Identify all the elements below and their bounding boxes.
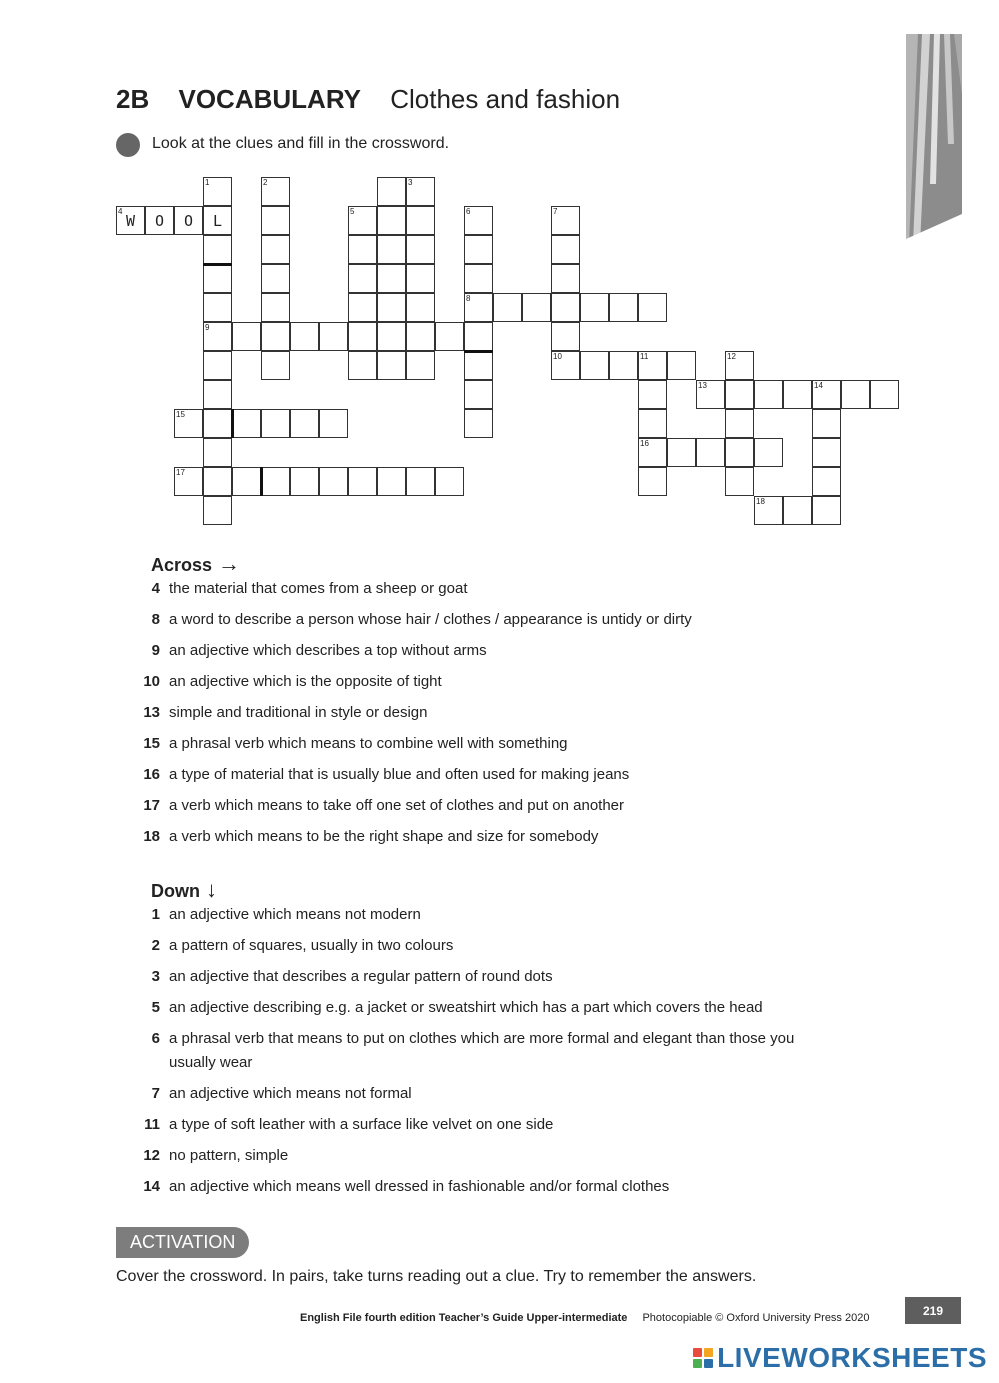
across-clue-item <box>116 608 836 632</box>
crossword-cell[interactable] <box>725 467 754 496</box>
across-clue-item <box>116 825 836 849</box>
liveworksheets-logo-icon <box>693 1348 713 1368</box>
crossword-cell[interactable] <box>812 467 841 496</box>
clue-text: the material that comes from a sheep or goat <box>169 580 468 597</box>
crossword-cell[interactable] <box>812 380 841 409</box>
crossword-cell[interactable] <box>348 467 377 496</box>
clue-number: 3 <box>151 968 160 985</box>
crossword-cell[interactable] <box>580 351 609 380</box>
crossword-cell[interactable] <box>609 293 638 322</box>
cell-letter: W <box>125 211 136 230</box>
crossword-cell[interactable] <box>406 206 435 235</box>
down-clue-item <box>116 1082 836 1106</box>
clue-number: 5 <box>151 999 160 1016</box>
clue-text: an adjective that describes a regular pattern of round dots <box>169 968 553 985</box>
crossword-cell[interactable] <box>377 177 406 206</box>
crossword-cell[interactable] <box>725 380 754 409</box>
clue-number: 8 <box>151 611 160 628</box>
crossword-cell[interactable] <box>551 235 580 264</box>
crossword-cell[interactable] <box>348 264 377 293</box>
down-clue-item <box>116 1175 836 1199</box>
across-clue-item <box>116 794 836 818</box>
crossword-cell[interactable] <box>493 293 522 322</box>
crossword-cell[interactable] <box>406 177 435 206</box>
section-name: VOCABULARY <box>178 84 361 114</box>
crossword-cell[interactable] <box>203 351 232 380</box>
crossword-cell[interactable] <box>725 351 754 380</box>
unit-code: 2B <box>116 84 150 114</box>
crossword-cell[interactable] <box>203 322 232 351</box>
crossword-cell[interactable] <box>551 293 580 322</box>
crossword-cell[interactable] <box>638 293 667 322</box>
crossword-cell[interactable] <box>261 467 290 496</box>
topic-name: Clothes and fashion <box>390 84 621 114</box>
clue-number-label: 8 <box>466 294 471 303</box>
crossword-cell[interactable] <box>377 264 406 293</box>
clue-number: 9 <box>151 642 160 659</box>
crossword-cell[interactable] <box>435 467 464 496</box>
down-heading <box>151 877 217 903</box>
crossword-cell[interactable] <box>551 264 580 293</box>
clue-number: 4 <box>151 580 160 597</box>
clue-number: 14 <box>143 1178 160 1195</box>
crossword-cell[interactable] <box>261 206 290 235</box>
across-clue-item <box>116 701 836 725</box>
clue-text: a phrasal verb which means to combine well with something <box>169 735 568 752</box>
down-clue-item <box>116 1113 836 1137</box>
clue-number-label: 3 <box>408 178 413 187</box>
crossword-cell[interactable] <box>203 380 232 409</box>
clue-number-label: 9 <box>205 323 210 332</box>
crossword-cell[interactable] <box>464 380 493 409</box>
crossword-cell[interactable] <box>696 438 725 467</box>
clue-text: a type of soft leather with a surface like velvet on one side <box>169 1116 554 1133</box>
crossword-cell[interactable] <box>551 206 580 235</box>
clue-text: a type of material that is usually blue and often used for making jeans <box>169 766 630 783</box>
crossword-cell[interactable] <box>406 467 435 496</box>
clue-number: 18 <box>143 828 160 845</box>
crossword-cell[interactable] <box>377 206 406 235</box>
down-clue-item <box>116 1027 836 1075</box>
liveworksheets-brand <box>693 1342 987 1374</box>
clue-text: no pattern, simple <box>169 1147 289 1164</box>
across-clue-item <box>116 732 836 756</box>
page-title <box>116 84 620 115</box>
instruction-bullet <box>116 133 140 157</box>
crossword-cell[interactable] <box>725 438 754 467</box>
crossword-cell[interactable] <box>464 293 493 322</box>
crossword-cell[interactable] <box>638 351 667 380</box>
clue-text: an adjective which means well dressed in fashionable and/or formal clothes <box>169 1178 670 1195</box>
crossword-cell[interactable] <box>319 409 348 438</box>
crossword-cell[interactable] <box>261 235 290 264</box>
crossword-cell[interactable] <box>174 409 203 438</box>
clue-number-label: 16 <box>640 439 649 448</box>
crossword-cell[interactable] <box>377 467 406 496</box>
clue-number: 7 <box>151 1085 160 1102</box>
crossword-cell[interactable] <box>203 264 232 293</box>
clue-number: 6 <box>151 1030 160 1047</box>
crossword-cell[interactable] <box>406 235 435 264</box>
decorative-sunburst <box>906 34 964 251</box>
across-heading <box>151 551 240 577</box>
crossword-cell[interactable] <box>638 438 667 467</box>
crossword-cell[interactable] <box>232 322 261 351</box>
crossword-cell[interactable] <box>725 409 754 438</box>
arrow-right-icon: → <box>218 551 241 576</box>
clue-number-label: 4 <box>118 207 123 216</box>
crossword-cell[interactable] <box>174 467 203 496</box>
crossword-cell[interactable] <box>464 235 493 264</box>
crossword-cell[interactable] <box>464 409 493 438</box>
crossword-cell[interactable] <box>464 264 493 293</box>
clue-number-label: 6 <box>466 207 471 216</box>
crossword-cell[interactable] <box>406 264 435 293</box>
crossword-cell[interactable] <box>812 496 841 525</box>
crossword-cell[interactable] <box>203 293 232 322</box>
down-heading-label: Down <box>151 881 200 901</box>
crossword-cell[interactable] <box>232 409 261 438</box>
crossword-cell[interactable] <box>464 351 493 380</box>
crossword-cell[interactable] <box>638 409 667 438</box>
clue-text: a verb which means to be the right shape and size for somebody <box>169 828 599 845</box>
crossword-cell[interactable] <box>174 206 203 235</box>
page-number: 219 <box>905 1297 961 1324</box>
crossword-cell[interactable] <box>348 235 377 264</box>
crossword-cell[interactable] <box>870 380 899 409</box>
down-clue-item <box>116 996 836 1020</box>
arrow-down-icon: ↓ <box>206 877 217 902</box>
crossword-cell[interactable] <box>551 351 580 380</box>
crossword-cell[interactable] <box>203 235 232 264</box>
crossword-cell[interactable] <box>377 235 406 264</box>
clue-text: simple and traditional in style or design <box>169 704 428 721</box>
clue-text: an adjective which is the opposite of tight <box>169 673 442 690</box>
down-clue-item <box>116 1144 836 1168</box>
crossword-cell[interactable] <box>522 293 551 322</box>
crossword-cell[interactable] <box>348 206 377 235</box>
crossword-cell[interactable] <box>754 380 783 409</box>
clue-number-label: 5 <box>350 207 355 216</box>
crossword-cell[interactable] <box>667 351 696 380</box>
clue-text: a verb which means to take off one set of clothes and put on another <box>169 797 625 814</box>
clue-number: 12 <box>143 1147 160 1164</box>
crossword-cell[interactable] <box>551 322 580 351</box>
crossword-cell[interactable] <box>203 177 232 206</box>
crossword-cell[interactable] <box>290 467 319 496</box>
crossword-cell[interactable] <box>754 438 783 467</box>
crossword-cell[interactable] <box>638 467 667 496</box>
crossword-cell[interactable] <box>812 409 841 438</box>
crossword-cell[interactable] <box>232 467 261 496</box>
crossword-cell[interactable] <box>145 206 174 235</box>
crossword-cell[interactable] <box>638 380 667 409</box>
crossword-cell[interactable] <box>377 351 406 380</box>
crossword-cell[interactable] <box>667 438 696 467</box>
crossword-cell[interactable] <box>783 496 812 525</box>
activation-badge: ACTIVATION <box>116 1227 249 1258</box>
across-clue-item <box>116 639 836 663</box>
clue-number-label: 13 <box>698 381 707 390</box>
clue-number: 10 <box>143 673 160 690</box>
clue-text: a phrasal verb that means to put on clothes which are more formal and elegant than those you usually wear <box>169 1030 795 1071</box>
down-clue-item <box>116 903 836 927</box>
crossword-cell[interactable] <box>406 293 435 322</box>
crossword-cell[interactable] <box>696 380 725 409</box>
crossword-cell[interactable] <box>290 322 319 351</box>
crossword-cell[interactable] <box>609 351 638 380</box>
clue-text: a word to describe a person whose hair / clothes / appearance is untidy or dirty <box>169 611 692 628</box>
crossword-cell[interactable] <box>203 438 232 467</box>
down-clue-item <box>116 965 836 989</box>
crossword-cell[interactable] <box>841 380 870 409</box>
crossword-cell[interactable] <box>261 177 290 206</box>
crossword-cell[interactable] <box>377 322 406 351</box>
clue-number: 11 <box>144 1116 160 1133</box>
crossword-cell[interactable] <box>348 322 377 351</box>
clue-number: 13 <box>143 704 160 721</box>
clue-number: 16 <box>143 766 160 783</box>
crossword-cell[interactable] <box>261 351 290 380</box>
crossword-cell[interactable] <box>203 496 232 525</box>
across-clue-item <box>116 670 836 694</box>
clue-number-label: 2 <box>263 178 268 187</box>
clue-text: a pattern of squares, usually in two colours <box>169 937 454 954</box>
activation-text: Cover the crossword. In pairs, take turns reading out a clue. Try to remember the answers. <box>116 1268 757 1285</box>
cell-letter: L <box>212 211 223 230</box>
footer-copyright: Photocopiable © Oxford University Press 2020 <box>642 1312 870 1324</box>
crossword-cell[interactable] <box>261 322 290 351</box>
crossword-cell[interactable] <box>203 467 232 496</box>
clue-text: an adjective which means not formal <box>169 1085 412 1102</box>
crossword-cell[interactable] <box>261 293 290 322</box>
crossword-cell[interactable] <box>580 293 609 322</box>
clue-number: 15 <box>143 735 160 752</box>
clue-number-label: 12 <box>727 352 736 361</box>
clue-number-label: 10 <box>553 352 562 361</box>
clue-text: an adjective which means not modern <box>169 906 421 923</box>
clue-number: 17 <box>143 797 160 814</box>
clue-number-label: 15 <box>176 410 185 419</box>
crossword-cell[interactable] <box>290 409 319 438</box>
across-heading-label: Across <box>151 555 213 575</box>
crossword-cell[interactable] <box>435 322 464 351</box>
cell-letter: O <box>183 211 194 230</box>
clue-number-label: 14 <box>814 381 823 390</box>
crossword-cell[interactable] <box>203 206 232 235</box>
down-clue-item <box>116 934 836 958</box>
footer-book-title: English File fourth edition Teacher’s Guide Upper-intermediate <box>300 1312 628 1324</box>
crossword-cell[interactable] <box>319 322 348 351</box>
clue-number-label: 1 <box>205 178 210 187</box>
crossword-cell[interactable] <box>261 264 290 293</box>
clue-text: an adjective which describes a top without arms <box>169 642 487 659</box>
clue-number-label: 17 <box>176 468 185 477</box>
crossword-cell[interactable] <box>377 293 406 322</box>
crossword-cell[interactable] <box>348 351 377 380</box>
clue-number: 1 <box>151 906 160 923</box>
cell-letter: O <box>154 211 165 230</box>
clue-number: 2 <box>151 937 160 954</box>
crossword-cell[interactable] <box>406 351 435 380</box>
instruction-text: Look at the clues and fill in the crossword. <box>152 135 450 152</box>
crossword-cell[interactable] <box>406 322 435 351</box>
footer <box>300 1312 869 1324</box>
crossword-cell[interactable] <box>783 380 812 409</box>
crossword-cell[interactable] <box>812 438 841 467</box>
across-clue-item <box>116 763 836 787</box>
across-clue-item <box>116 577 836 601</box>
clue-number-label: 11 <box>640 352 649 361</box>
crossword-cell[interactable] <box>464 206 493 235</box>
crossword-cell[interactable] <box>261 409 290 438</box>
clue-text: an adjective describing e.g. a jacket or sweatshirt which has a part which covers the head <box>169 999 763 1016</box>
crossword-cell[interactable] <box>116 206 145 235</box>
clue-number-label: 7 <box>553 207 558 216</box>
crossword-cell[interactable] <box>203 409 232 438</box>
crossword-cell[interactable] <box>348 293 377 322</box>
crossword-cell[interactable] <box>464 322 493 351</box>
crossword-cell[interactable] <box>319 467 348 496</box>
clue-number-label: 18 <box>756 497 765 506</box>
brand-name: LIVEWORKSHEETS <box>717 1342 987 1373</box>
crossword-cell[interactable] <box>754 496 783 525</box>
